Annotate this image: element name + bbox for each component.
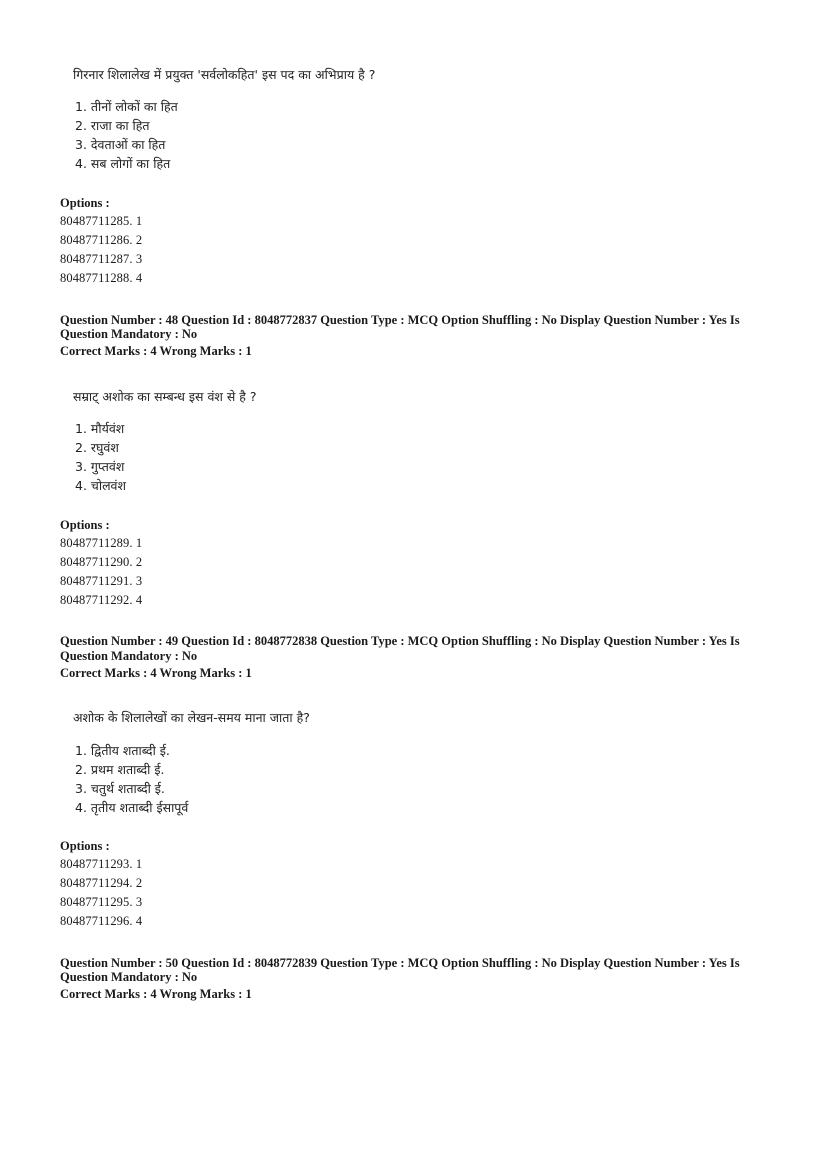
- question-marks: Correct Marks : 4 Wrong Marks : 1: [60, 344, 252, 358]
- choice-item: 2. प्रथम शताब्दी ई.: [75, 762, 165, 777]
- option-id: 80487711293. 1: [60, 857, 143, 871]
- option-id: 80487711295. 3: [60, 895, 143, 909]
- choice-item: 4. सब लोगों का हित: [75, 156, 171, 171]
- question-meta: Question Number : 49 Question Id : 8048772838 Question Type : MCQ Option Shuffling : No Display Question Number : Yes Is: [60, 634, 740, 648]
- options-label: Options :: [60, 839, 110, 853]
- choice-item: 2. राजा का हित: [75, 118, 150, 133]
- options-label: Options :: [60, 518, 110, 532]
- question-marks: Correct Marks : 4 Wrong Marks : 1: [60, 666, 252, 680]
- question-mandatory: Question Mandatory : No: [60, 649, 198, 663]
- choice-item: 4. तृतीय शताब्दी ईसापूर्व: [75, 800, 189, 815]
- choice-item: 3. चतुर्थ शताब्दी ई.: [75, 781, 165, 796]
- question-text: अशोक के शिलालेखों का लेखन-समय माना जाता है?: [73, 710, 310, 725]
- choice-item: 1. द्वितीय शताब्दी ई.: [75, 743, 170, 758]
- option-id: 80487711292. 4: [60, 593, 143, 607]
- choice-item: 3. देवताओं का हित: [75, 137, 166, 152]
- question-meta: Question Number : 48 Question Id : 8048772837 Question Type : MCQ Option Shuffling : No Display Question Number : Yes Is: [60, 313, 740, 327]
- question-mandatory: Question Mandatory : No: [60, 970, 198, 984]
- question-mandatory: Question Mandatory : No: [60, 327, 198, 341]
- option-id: 80487711285. 1: [60, 214, 143, 228]
- options-label: Options :: [60, 196, 110, 210]
- option-id: 80487711294. 2: [60, 876, 143, 890]
- question-text: सम्राट् अशोक का सम्बन्ध इस वंश से है ?: [73, 389, 257, 404]
- option-id: 80487711296. 4: [60, 914, 143, 928]
- question-marks: Correct Marks : 4 Wrong Marks : 1: [60, 987, 252, 1001]
- question-meta: Question Number : 50 Question Id : 8048772839 Question Type : MCQ Option Shuffling : No Display Question Number : Yes Is: [60, 956, 740, 970]
- option-id: 80487711287. 3: [60, 252, 143, 266]
- choice-item: 1. मौर्यवंश: [75, 421, 125, 436]
- choice-item: 3. गुप्तवंश: [75, 459, 125, 474]
- choice-item: 2. रघुवंश: [75, 440, 119, 455]
- option-id: 80487711291. 3: [60, 574, 143, 588]
- option-id: 80487711289. 1: [60, 536, 143, 550]
- question-text: गिरनार शिलालेख में प्रयुक्त 'सर्वलोकहित' इस पद का अभिप्राय है ?: [73, 67, 376, 82]
- option-id: 80487711286. 2: [60, 233, 143, 247]
- option-id: 80487711288. 4: [60, 271, 143, 285]
- choice-item: 4. चोलवंश: [75, 478, 126, 493]
- choice-item: 1. तीनों लोकों का हित: [75, 99, 178, 114]
- option-id: 80487711290. 2: [60, 555, 143, 569]
